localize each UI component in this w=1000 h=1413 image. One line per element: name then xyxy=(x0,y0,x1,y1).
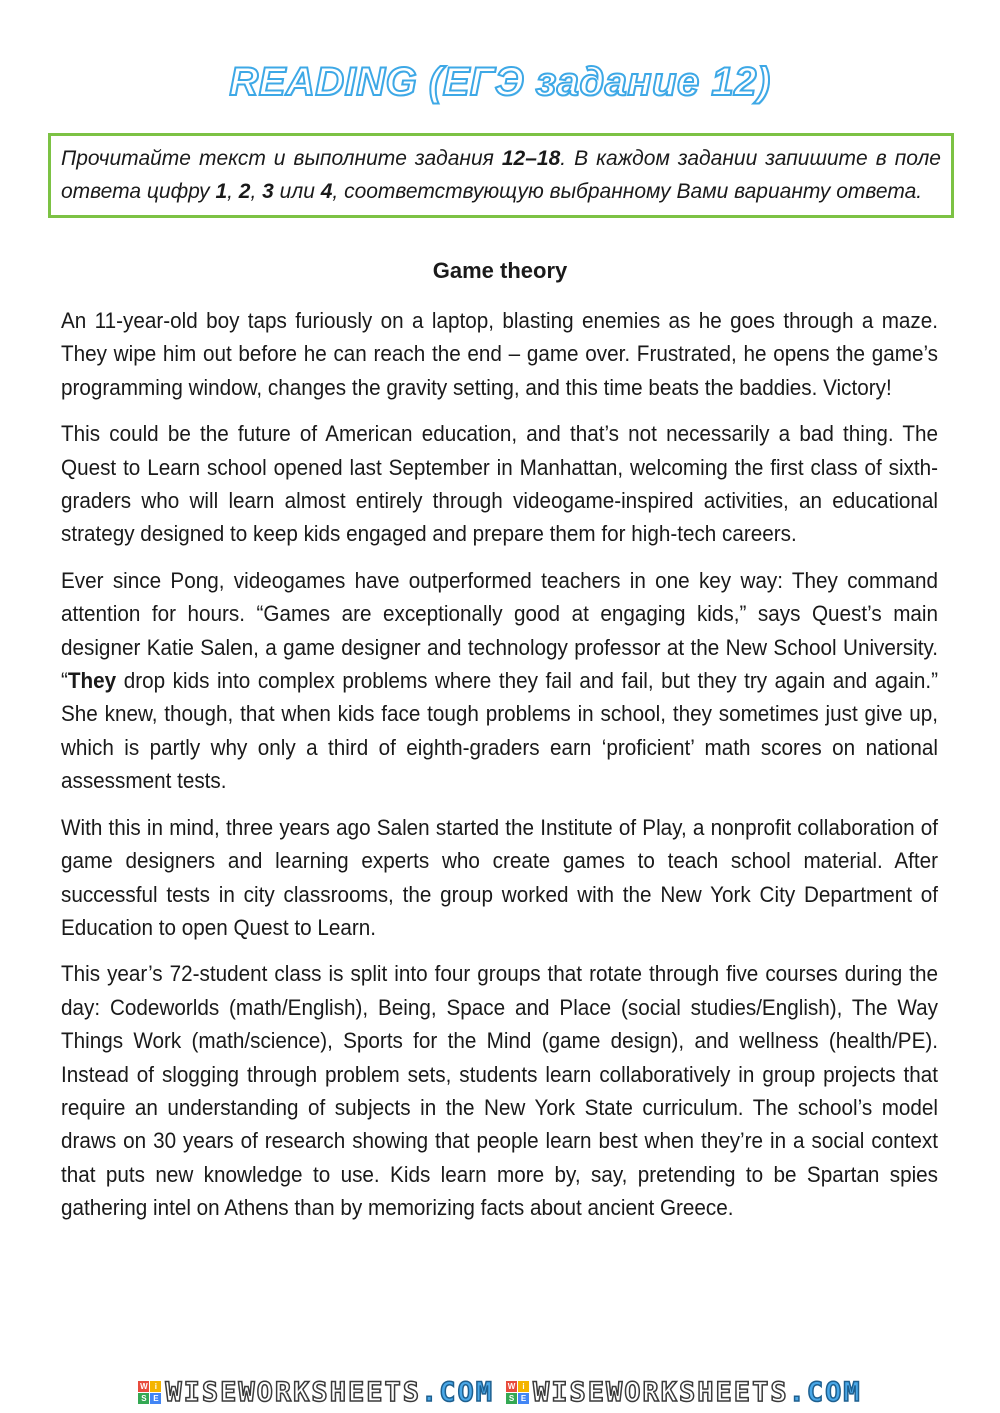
option-number: 3 xyxy=(262,180,274,203)
article-paragraph: With this in mind, three years ago Salen started the Institute of Play, a nonprofit collaboration of game designers and learning experts who create games to teach school material. After successful tests in city classrooms, the group worked with the New York City Department of Education to open Quest to Learn. xyxy=(61,814,939,940)
article-title: Game theory xyxy=(432,258,568,283)
logo-letter: i xyxy=(518,1381,529,1392)
brand-domain: .COM xyxy=(420,1376,494,1408)
logo-letter: S xyxy=(506,1393,517,1404)
paragraph-text: drop kids into complex problems where they fail and fail, but they try again and again.” She knew, though, that when kids face tough problems in school, they sometimes just give up, which is partly why only a third of eighth-graders earn ‘proficient’ math scores on national assessment tests. xyxy=(61,668,939,794)
separator: , xyxy=(227,180,239,203)
brand-name: WISEWORKSHEETS xyxy=(533,1376,789,1408)
article-body xyxy=(61,304,938,1238)
option-number: 1 xyxy=(215,180,228,203)
brand-right xyxy=(506,1377,862,1408)
brand-text xyxy=(165,1377,494,1408)
article-paragraph xyxy=(61,564,938,798)
highlighted-word: They xyxy=(67,668,117,694)
article-paragraph: An 11-year-old boy taps furiously on a laptop, blasting enemies as he goes through a maze. They wipe him out before he can reach the end – game over. Frustrated, he opens the game’s programming window, changes the gravity setting, and this time beats the baddies. Victory! xyxy=(61,308,939,400)
logo-letter: S xyxy=(138,1393,149,1404)
logo-letter: E xyxy=(518,1393,529,1404)
brand-domain: .COM xyxy=(788,1376,862,1408)
logo-letter: W xyxy=(507,1381,516,1391)
article-paragraph: This could be the future of American education, and that’s not necessarily a bad thing. The Quest to Learn school opened last September in Manhattan, welcoming the first class of sixth-graders who will learn almost entirely through videogame-inspired activities, an educational strategy designed to keep kids engaged and prepare them for high-tech careers. xyxy=(61,421,939,547)
separator: или xyxy=(273,180,321,203)
logo-letter: W xyxy=(140,1381,148,1391)
brand-left xyxy=(138,1377,494,1408)
instruction-box xyxy=(48,133,954,218)
brand-text xyxy=(533,1377,862,1408)
article-paragraph: This year’s 72-student class is split into four groups that rotate through five courses during the day: Codeworlds (math/English), Being, Space and Place (social studies/English), The Way Things Work (math/science), Sports for the Mind (game design), and wellness (health/PE). Instead of slogging through problem sets, students learn collaboratively in group projects that require an understanding of subjects in the New York State curriculum. The school’s model draws on 30 years of research showing that people learn best when they’re in a social context that puts new knowledge to use. Kids learn more by, say, pretending to be Spartan spies gathering intel on Athens than by memorizing facts about ancient Greece. xyxy=(61,961,939,1221)
instruction-text: Прочитайте текст и выполните задания xyxy=(61,147,502,170)
logo-letter: i xyxy=(150,1381,161,1392)
brand-logo-icon xyxy=(506,1381,529,1404)
instruction-text: , соответствующую выбранному Вами варианту ответа. xyxy=(332,180,923,203)
option-number: 2 xyxy=(238,180,251,203)
separator: , xyxy=(250,180,263,203)
brand-name: WISEWORKSHEETS xyxy=(165,1376,421,1408)
logo-letter: E xyxy=(150,1393,161,1404)
instruction-text: . В каждом задании запишите в поле ответа цифру xyxy=(61,147,941,203)
page-title: READING (ЕГЭ задание 12) xyxy=(229,60,771,104)
paragraph-text: Ever since Pong, videogames have outperformed teachers in one key way: They command attention for hours. “Games are exceptionally good at engaging kids,” says Quest’s main designer Katie Salen, a game designer and technology professor at the New School University. “ xyxy=(61,567,939,694)
brand-logo-icon xyxy=(138,1381,161,1404)
footer-watermark xyxy=(0,1374,1000,1410)
task-range: 12–18 xyxy=(501,147,561,170)
option-number: 4 xyxy=(320,180,333,203)
